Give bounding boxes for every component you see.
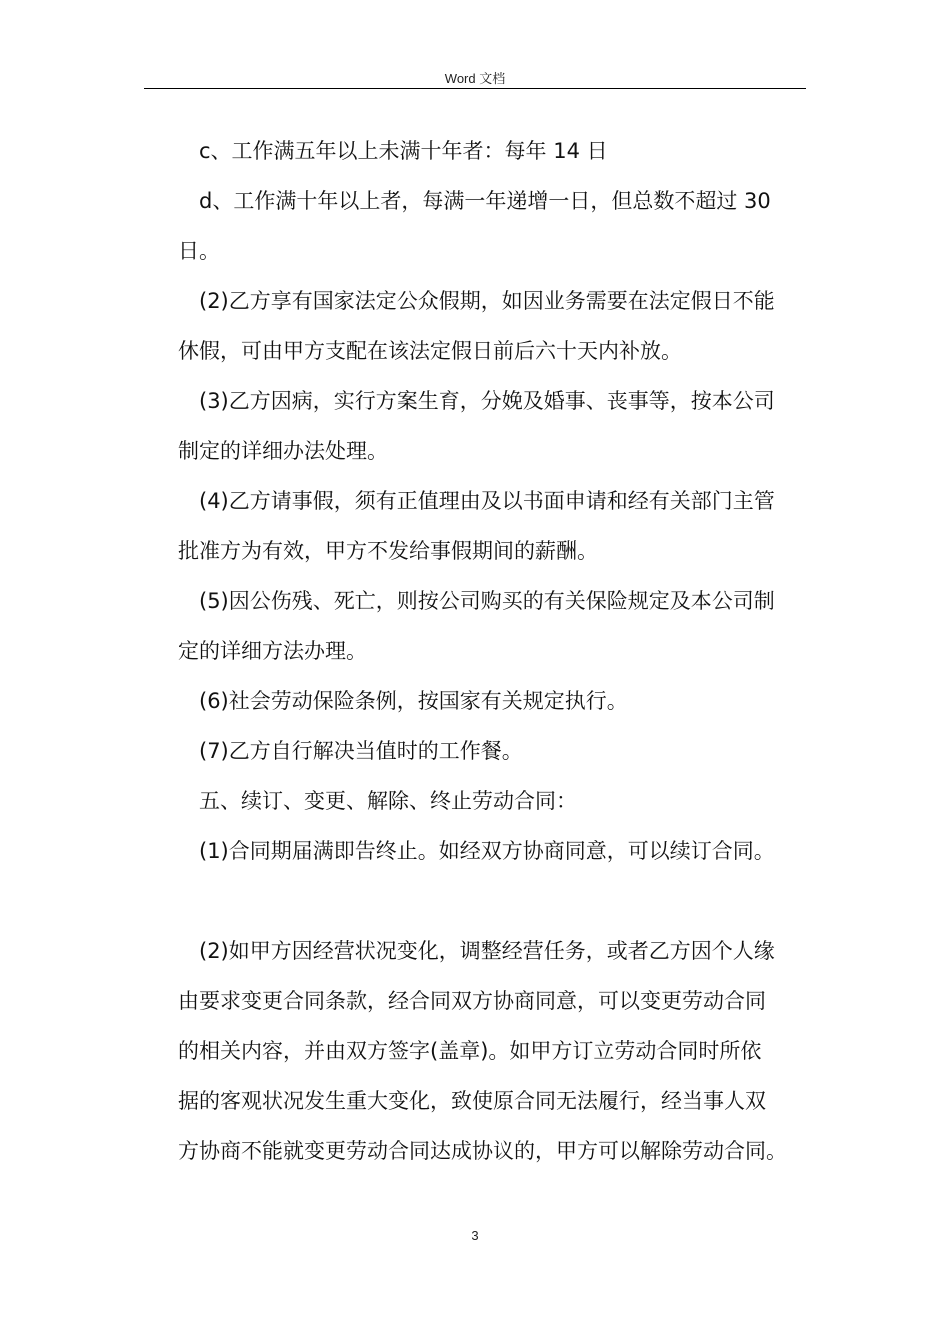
paragraph-line: 日。 bbox=[178, 239, 220, 263]
header-divider bbox=[144, 88, 806, 89]
paragraph-line: d、工作满十年以上者，每满一年递增一日，但总数不超过 30 bbox=[199, 189, 771, 213]
paragraph-line: (5)因公伤残、死亡，则按公司购买的有关保险规定及本公司制 bbox=[199, 589, 775, 613]
paragraph-line: 由要求变更合同条款，经合同双方协商同意，可以变更劳动合同 bbox=[178, 989, 766, 1013]
paragraph-line: 休假，可由甲方支配在该法定假日前后六十天内补放。 bbox=[178, 339, 682, 363]
page-header-title: Word 文档 bbox=[444, 71, 506, 86]
paragraph-line: 方协商不能就变更劳动合同达成协议的，甲方可以解除劳动合同。 bbox=[178, 1139, 787, 1163]
paragraph-line: 制定的详细办法处理。 bbox=[178, 439, 388, 463]
paragraph-line: (6)社会劳动保险条例，按国家有关规定执行。 bbox=[199, 689, 628, 713]
paragraph-line: (2)乙方享有国家法定公众假期，如因业务需要在法定假日不能 bbox=[199, 289, 775, 313]
paragraph-line: (3)乙方因病，实行方案生育，分娩及婚事、丧事等，按本公司 bbox=[199, 389, 775, 413]
paragraph-line: (4)乙方请事假，须有正值理由及以书面申请和经有关部门主管 bbox=[199, 489, 775, 513]
paragraph-spacer bbox=[178, 876, 838, 926]
document-body bbox=[178, 126, 838, 1176]
paragraph-line: (2)如甲方因经营状况变化，调整经营任务，或者乙方因个人缘 bbox=[199, 939, 775, 963]
paragraph-line: 批准方为有效，甲方不发给事假期间的薪酬。 bbox=[178, 539, 598, 563]
section-heading: 五、续订、变更、解除、终止劳动合同： bbox=[199, 789, 577, 813]
paragraph-line: (7)乙方自行解决当值时的工作餐。 bbox=[199, 739, 523, 763]
paragraph-line: 据的客观状况发生重大变化，致使原合同无法履行，经当事人双 bbox=[178, 1089, 766, 1113]
paragraph-line: 定的详细方法办理。 bbox=[178, 639, 367, 663]
paragraph-line: c、工作满五年以上未满十年者：每年 14 日 bbox=[199, 139, 608, 163]
paragraph-line: 的相关内容，并由双方签字(盖章)。如甲方订立劳动合同时所依 bbox=[178, 1039, 762, 1063]
paragraph-line: (1)合同期届满即告终止。如经双方协商同意，可以续订合同。 bbox=[199, 839, 775, 863]
page-number: 3 bbox=[471, 1228, 479, 1243]
